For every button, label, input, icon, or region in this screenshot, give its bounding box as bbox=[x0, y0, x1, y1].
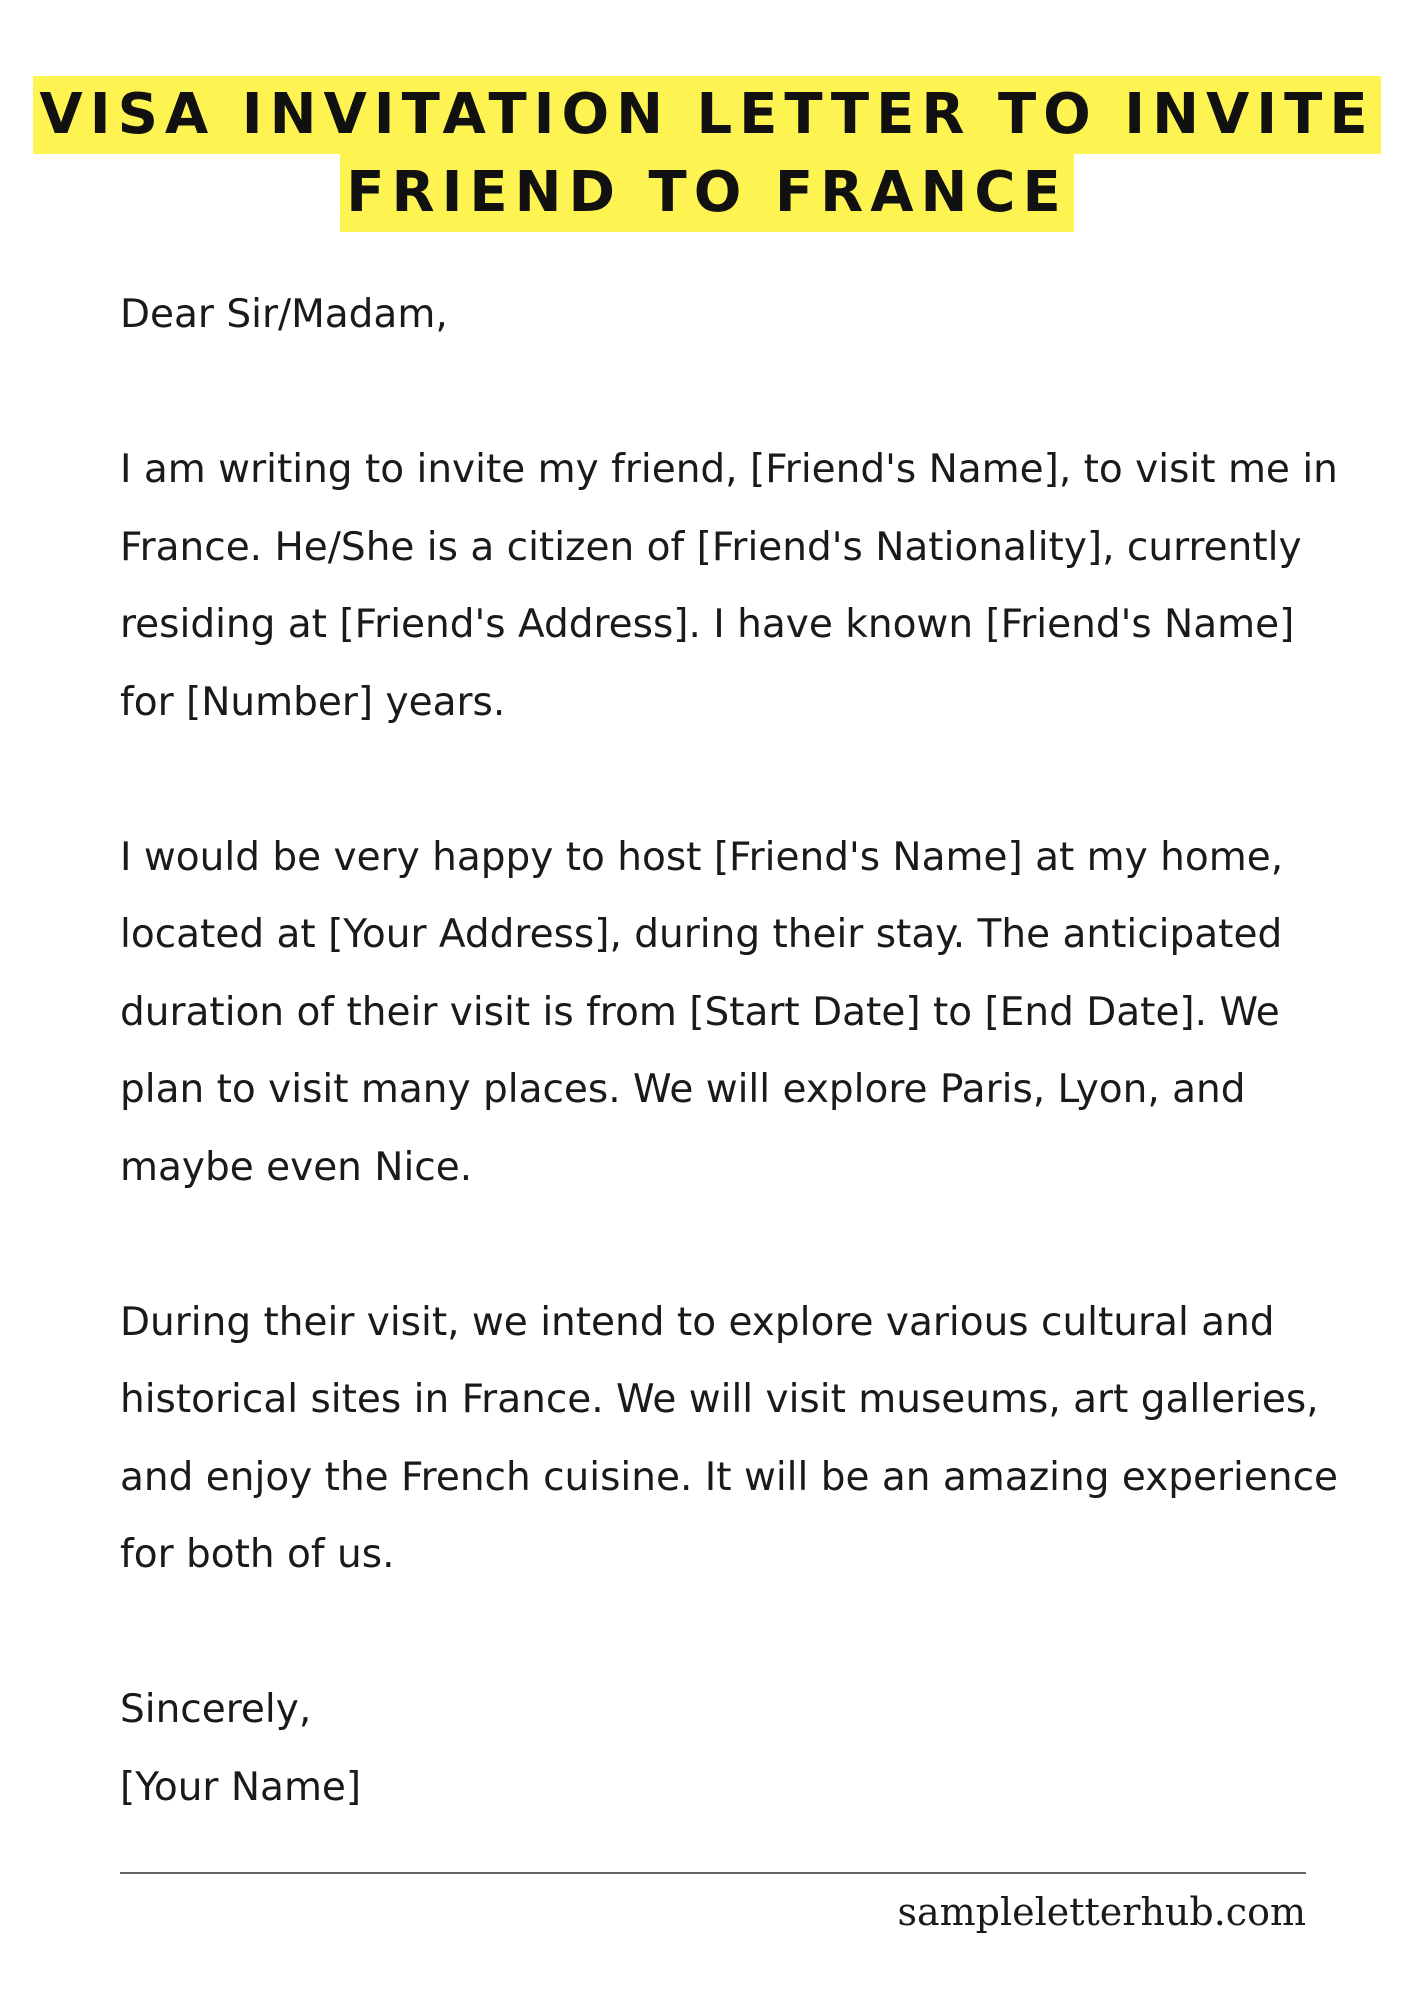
paragraph-hosting: I would be very happy to host [Friend's Name] at my home, located at [Your Address], during their stay. The anticipated duration of their visit is from [Start Date] to [End Date]. We plan to visit many places. We will explore Paris, Lyon, and maybe even Nice. bbox=[120, 834, 1284, 1190]
footer-site: sampleletterhub.com bbox=[897, 1890, 1306, 1934]
paragraph-activities: During their visit, we intend to explore various cultural and historical sites in France. We will visit museums, art galleries, and enjoy the French cuisine. It will be an amazing experience for both of us. bbox=[120, 1299, 1339, 1577]
title-line-2: FRIEND TO FRANCE bbox=[340, 154, 1074, 232]
salutation: Dear Sir/Madam, bbox=[120, 292, 448, 337]
closing-block bbox=[120, 1671, 1360, 1826]
closing: Sincerely, bbox=[120, 1687, 312, 1732]
footer-divider bbox=[120, 1872, 1306, 1874]
document-title bbox=[0, 76, 1414, 232]
signature: [Your Name] bbox=[120, 1764, 362, 1810]
letter-body bbox=[120, 276, 1360, 1826]
title-line-1: VISA INVITATION LETTER TO INVITE bbox=[33, 76, 1380, 154]
paragraph-invitation: I am writing to invite my friend, [Friend's Name], to visit me in France. He/She is a citizen of [Friend's Nationality], currently residing at [Friend's Address]. I have known [Friend's Name] for [Number] years. bbox=[120, 447, 1338, 725]
